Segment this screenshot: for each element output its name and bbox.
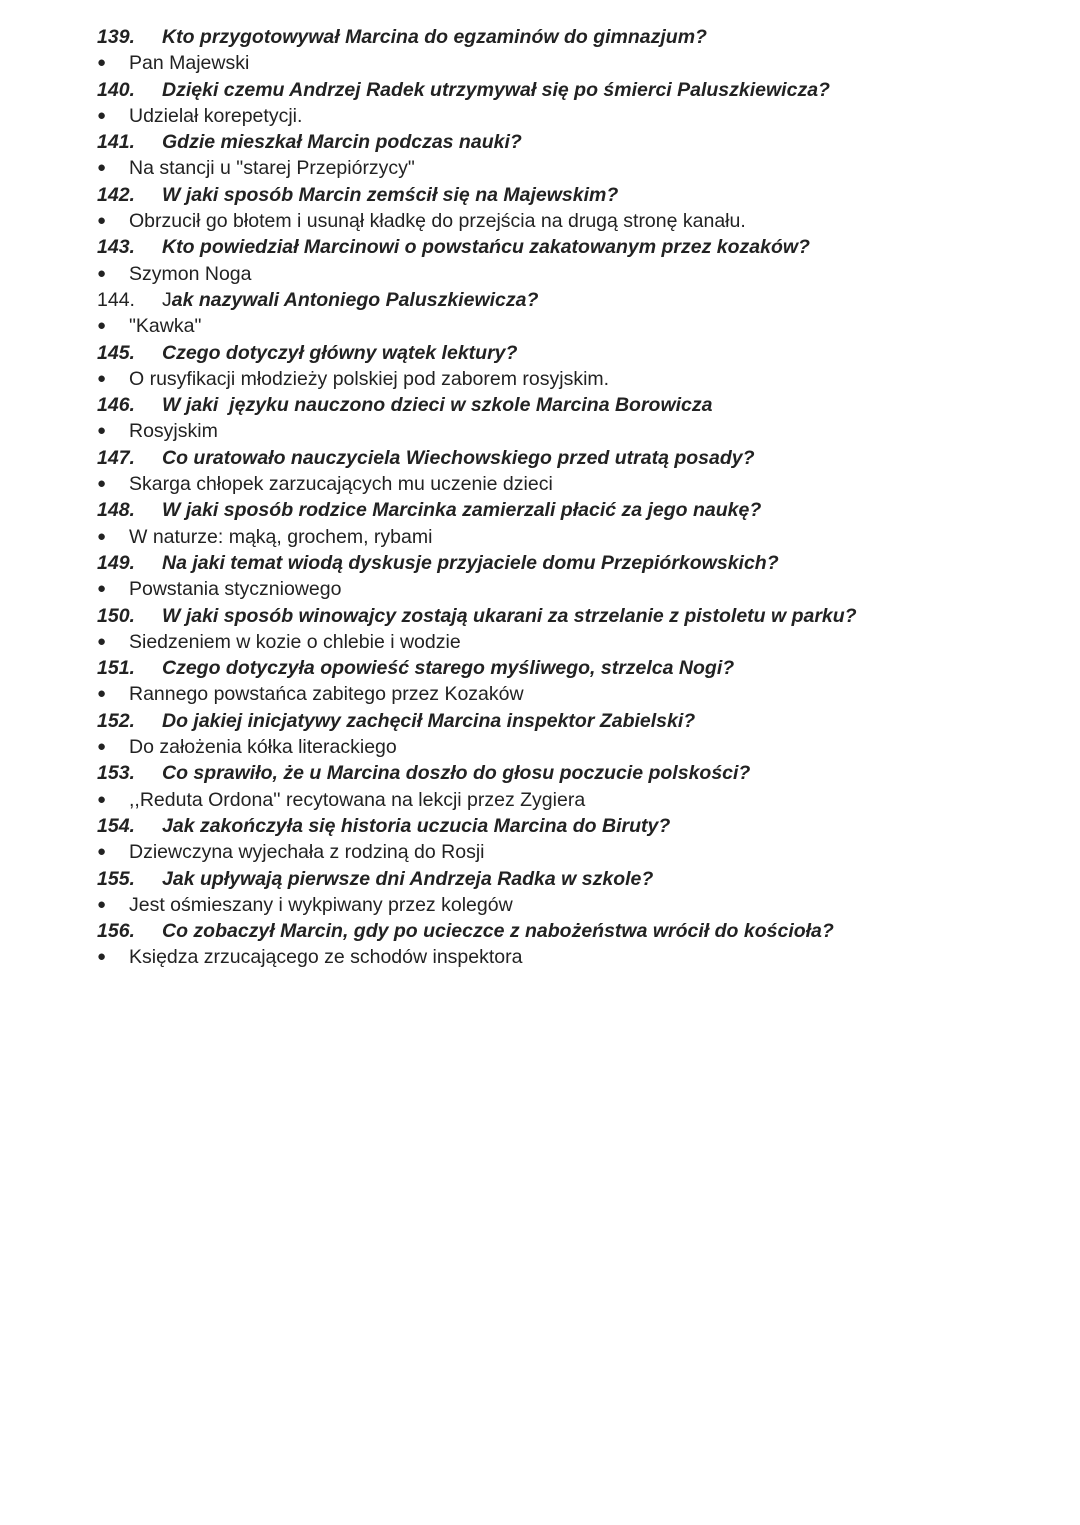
answer-text: Jest ośmieszany i wykpiwany przez kolegów — [129, 893, 513, 916]
bullet-icon: ● — [97, 422, 107, 440]
qa-item-139 — [97, 24, 1057, 77]
bullet-icon: ● — [97, 54, 107, 72]
question-line — [97, 708, 1057, 734]
question-number: 139. — [97, 26, 135, 48]
question-text: Czego dotyczył główny wątek lektury? — [162, 341, 518, 364]
answer-text: Do założenia kółka literackiego — [129, 736, 397, 759]
qa-item-147 — [97, 445, 1057, 498]
question-line — [97, 182, 1057, 208]
question-text: Co uratowało nauczyciela Wiechowskiego przed utratą posady? — [162, 446, 755, 469]
question-text: Jak upływają pierwsze dni Andrzeja Radka w szkole? — [162, 867, 654, 890]
answer-line — [97, 418, 1057, 444]
answer-text: ,,Reduta Ordona'' recytowana na lekcji przez Zygiera — [129, 788, 586, 811]
question-line — [97, 77, 1057, 103]
qa-item-140 — [97, 77, 1057, 130]
question-line — [97, 813, 1057, 839]
question-number: 152. — [97, 709, 135, 732]
answer-line — [97, 366, 1057, 392]
answer-line — [97, 471, 1057, 497]
bullet-icon: ● — [97, 159, 107, 177]
question-number: 156. — [97, 920, 135, 943]
question-text: Na jaki temat wiodą dyskusje przyjaciele domu Przepiórkowskich? — [162, 551, 779, 574]
answer-line — [97, 681, 1057, 707]
bullet-icon: ● — [97, 212, 107, 230]
answer-line — [97, 839, 1057, 865]
bullet-icon: ● — [97, 843, 107, 861]
answer-line — [97, 103, 1057, 129]
answer-text: Powstania styczniowego — [129, 578, 342, 601]
answer-text: W naturze: mąką, grochem, rybami — [129, 525, 433, 548]
question-line — [97, 24, 1057, 50]
bullet-icon: ● — [97, 632, 107, 650]
bullet-icon: ● — [97, 580, 107, 598]
qa-item-145 — [97, 340, 1057, 393]
qa-item-142 — [97, 182, 1057, 235]
question-line — [97, 550, 1057, 576]
qa-item-143 — [97, 234, 1057, 287]
question-text: Czego dotyczyła opowieść starego myśliwego, strzelca Nogi? — [162, 657, 735, 680]
question-number: 151. — [97, 657, 135, 680]
bullet-icon: ● — [97, 790, 107, 808]
question-number: 142. — [97, 183, 135, 206]
bullet-icon: ● — [97, 369, 107, 387]
question-number: 149. — [97, 551, 135, 574]
question-text: Gdzie mieszkał Marcin podczas nauki? — [162, 131, 522, 154]
bullet-icon: ● — [97, 264, 107, 282]
answer-text: Skarga chłopek zarzucających mu uczenie dzieci — [129, 473, 553, 496]
document-page — [97, 24, 1057, 971]
question-text: Kto powiedział Marcinowi o powstańcu zakatowanym przez kozaków? — [162, 236, 810, 259]
question-prefix: J — [162, 288, 172, 311]
answer-line — [97, 629, 1057, 655]
question-text: Jak zakończyła się historia uczucia Marcina do Biruty? — [162, 814, 671, 837]
answer-text: Rannego powstańca zabitego przez Kozaków — [129, 683, 524, 706]
question-line — [97, 497, 1057, 523]
qa-item-155 — [97, 866, 1057, 919]
question-line — [97, 392, 1057, 418]
question-number: 153. — [97, 762, 135, 785]
question-number: 144. — [97, 288, 135, 311]
question-number: 145. — [97, 341, 135, 364]
question-number: 154. — [97, 814, 135, 837]
answer-text: Rosyjskim — [129, 420, 218, 443]
question-line — [97, 234, 1057, 260]
answer-text: Dziewczyna wyjechała z rodziną do Rosji — [129, 841, 485, 864]
bullet-icon: ● — [97, 475, 107, 493]
answer-line — [97, 944, 1057, 970]
bullet-icon: ● — [97, 317, 107, 335]
answer-text: Siedzeniem w kozie o chlebie i wodzie — [129, 630, 461, 653]
qa-item-144 — [97, 287, 1057, 340]
bullet-icon: ● — [97, 895, 107, 913]
question-text: Co sprawiło, że u Marcina doszło do głosu poczucie polskości? — [162, 762, 751, 785]
qa-item-149 — [97, 550, 1057, 603]
bullet-icon: ● — [97, 527, 107, 545]
bullet-icon: ● — [97, 106, 107, 124]
qa-item-156 — [97, 918, 1057, 971]
answer-line — [97, 313, 1057, 339]
qa-item-148 — [97, 497, 1057, 550]
answer-text: O rusyfikacji młodzieży polskiej pod zaborem rosyjskim. — [129, 367, 610, 390]
question-text: Co zobaczył Marcin, gdy po ucieczce z nabożeństwa wrócił do kościoła? — [162, 920, 834, 943]
question-text: Dzięki czemu Andrzej Radek utrzymywał się po śmierci Paluszkiewicza? — [162, 78, 830, 101]
qa-item-150 — [97, 603, 1057, 656]
question-number: 141. — [97, 131, 135, 154]
question-line — [97, 655, 1057, 681]
question-number: 147. — [97, 446, 135, 469]
question-text: ak nazywali Antoniego Paluszkiewicza? — [171, 288, 539, 311]
qa-item-151 — [97, 655, 1057, 708]
qa-item-154 — [97, 813, 1057, 866]
answer-line — [97, 208, 1057, 234]
question-number: 148. — [97, 499, 135, 522]
question-text: W jaki sposób winowajcy zostają ukarani za strzelanie z pistoletu w parku? — [162, 604, 857, 627]
answer-line — [97, 261, 1057, 287]
bullet-icon: ● — [97, 738, 107, 756]
question-number: 143. — [97, 236, 135, 259]
answer-text: Na stancji u "starej Przepiórzycy" — [129, 157, 415, 180]
question-line — [97, 866, 1057, 892]
qa-item-141 — [97, 129, 1057, 182]
question-number: 150. — [97, 604, 135, 627]
question-line — [97, 129, 1057, 155]
question-line — [97, 760, 1057, 786]
qa-item-153 — [97, 760, 1057, 813]
answer-line — [97, 892, 1057, 918]
answer-line — [97, 734, 1057, 760]
bullet-icon: ● — [97, 685, 107, 703]
question-number: 146. — [97, 394, 135, 417]
qa-item-152 — [97, 708, 1057, 761]
answer-line — [97, 787, 1057, 813]
question-text: W jaki sposób Marcin zemścił się na Majewskim? — [162, 183, 619, 206]
answer-line — [97, 50, 1057, 76]
question-text: W jaki sposób rodzice Marcinka zamierzali płacić za jego naukę? — [162, 499, 762, 522]
answer-line — [97, 155, 1057, 181]
question-line — [97, 603, 1057, 629]
question-text: Do jakiej inicjatywy zachęcił Marcina inspektor Zabielski? — [162, 709, 696, 732]
question-text: W jaki języku nauczono dzieci w szkole Marcina Borowicza — [162, 394, 713, 417]
bullet-icon: ● — [97, 948, 107, 966]
question-text: Kto przygotowywał Marcina do egzaminów do gimnazjum? — [162, 26, 707, 48]
answer-text: Szymon Noga — [129, 262, 252, 285]
answer-line — [97, 576, 1057, 602]
answer-text: "Kawka" — [129, 315, 202, 338]
question-line — [97, 287, 1057, 313]
question-line — [97, 445, 1057, 471]
answer-line — [97, 524, 1057, 550]
question-line — [97, 340, 1057, 366]
question-line — [97, 918, 1057, 944]
question-number: 140. — [97, 78, 135, 101]
qa-item-146 — [97, 392, 1057, 445]
answer-text: Pan Majewski — [129, 52, 250, 75]
answer-text: Udzielał korepetycji. — [129, 104, 303, 127]
answer-text: Obrzucił go błotem i usunął kładkę do przejścia na drugą stronę kanału. — [129, 210, 746, 233]
question-number: 155. — [97, 867, 135, 890]
answer-text: Księdza zrzucającego ze schodów inspektora — [129, 946, 523, 969]
